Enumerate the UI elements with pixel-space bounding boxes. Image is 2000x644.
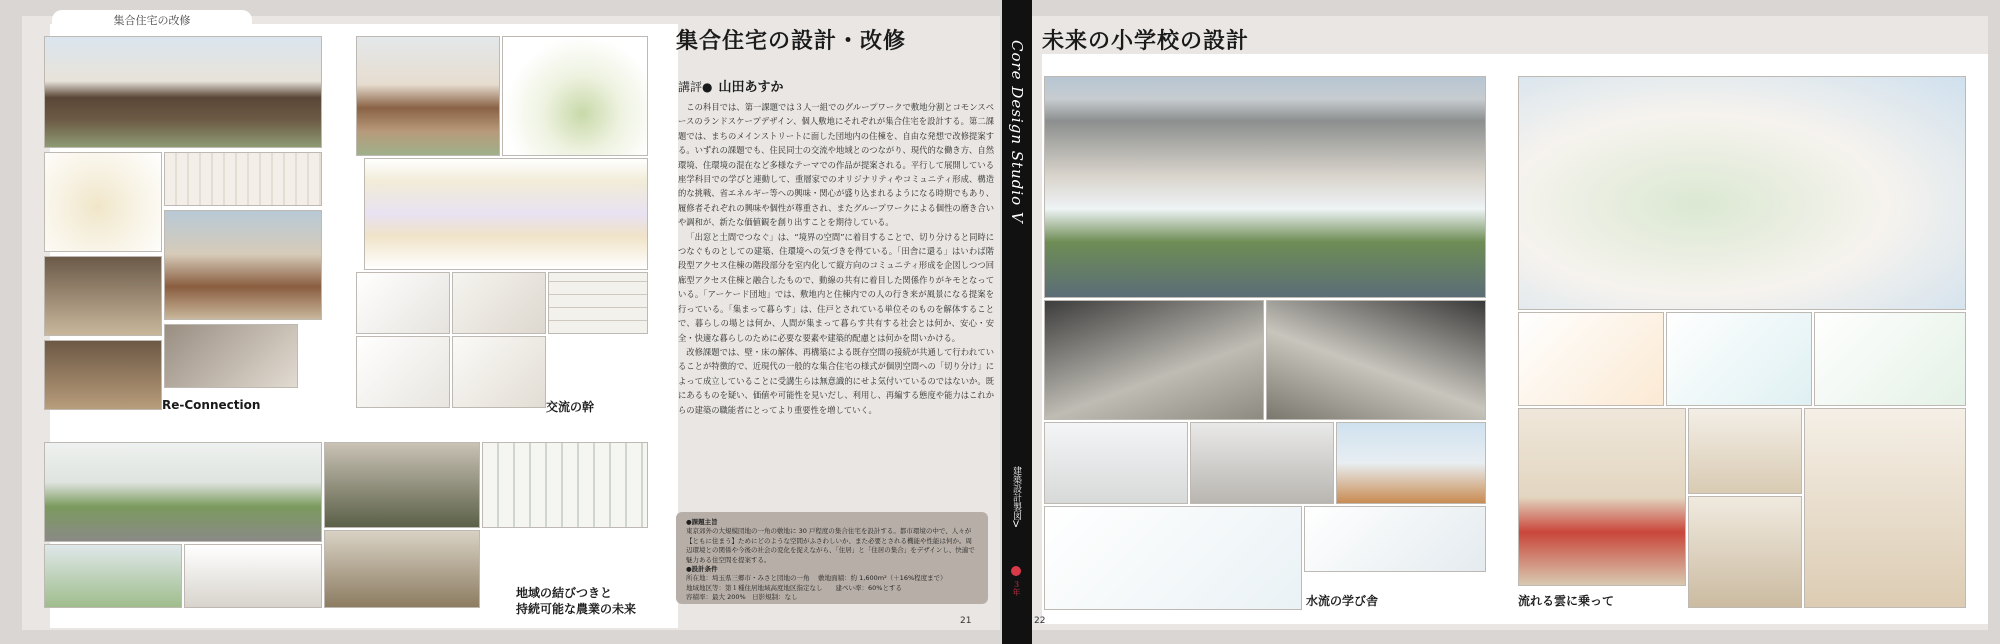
nagareru-interior-render-3 [1688, 496, 1802, 608]
koryu-interior-4 [452, 336, 546, 408]
lecturer [678, 76, 784, 95]
lecturer-name: 山田あすか [718, 80, 784, 95]
re-connection-model [164, 324, 298, 388]
spine-title: Core Design Studio V [1008, 40, 1026, 224]
suiryu-interior-1 [1044, 422, 1188, 504]
suiryu-model-1 [1044, 300, 1264, 420]
re-connection-site-plan [44, 152, 162, 252]
caption-chiiki-2: 持続可能な農業の未来 [516, 602, 637, 616]
koryu-exterior-render [356, 36, 500, 156]
suiryu-model-2 [1266, 300, 1486, 420]
section-tab: 集合住宅の改修 [52, 10, 252, 32]
chiiki-greenhouse [44, 544, 182, 608]
caption-re-connection: Re-Connection [162, 398, 261, 412]
re-connection-interior-1 [44, 256, 162, 336]
assignment-note-box [676, 512, 988, 604]
re-connection-exterior-render [44, 36, 322, 148]
chiiki-interior-1 [184, 544, 322, 608]
koryu-interior-1 [356, 272, 450, 334]
body-paragraph-3: 改修課題では、壁・床の解体、再構築による既存空間の接続が共通して行われていることが特徴的で、近現代の一般的な集合住宅の様式が個別空間への「切り分け」によって成立していることに受講生らは無意識的にせよ気付いているのではないか。既にあるものを疑い、価値や可能性を見いだし、利用し、再編する態度や能力はこれからの建築の職能者にとってより重要性を増していく。 [678, 346, 994, 415]
spine-year: ３年 [1012, 580, 1021, 596]
koryu-section [548, 272, 648, 334]
spine-subtitle: 建築設計製図Ⅴ [1011, 466, 1021, 530]
caption-chiiki-1: 地域の結びつきと [516, 586, 613, 600]
left-page-title: 集合住宅の設計・改修 [676, 29, 907, 54]
page-number-left: 21 [960, 616, 972, 626]
note-line-3: 容積率：最大 200% 日影規制：なし [686, 593, 798, 602]
re-connection-street-render [164, 210, 322, 320]
koryu-site-plan [502, 36, 648, 156]
left-page-body [678, 100, 994, 417]
suiryu-aerial-render [1044, 76, 1486, 298]
caption-nagareru: 流れる雲に乗って [1518, 594, 1615, 608]
nagareru-interior-render-2 [1688, 408, 1802, 494]
note-line-1: 所在地：埼玉県三郷市・みさと団地の一角 敷地面積：約 1,600m²（＋16%程度まで） [686, 574, 947, 583]
note-line-2: 地域地区等：第１種住居地域高度地区指定なし 建ぺい率：60%とする [686, 583, 902, 592]
suiryu-interior-3 [1336, 422, 1486, 504]
nagareru-interior-render-1 [1518, 408, 1686, 586]
suiryu-interior-2 [1190, 422, 1334, 504]
nagareru-interior-sketch-1 [1518, 312, 1664, 406]
suiryu-section-sketch [1304, 506, 1486, 572]
koryu-interior-3 [356, 336, 450, 408]
body-paragraph-2: 「出窓と土間でつなぐ」は、“境界の空間”に着目することで、切り分けると同時につなぐものとしての建築、住環境への気づきを得ている。「田舎に還る」はいわば階段型アクセス住棟の階段部分を室内化して縦方向のコミュニティ形成を企図しつつ回廊型アクセス住棟と融合したもので、動線の共有に着目した関係作りがキモとなっている。「アーケード団地」では、敷地内と住棟内での人の行き来が風景になる提案を行っている。「集まって暮らす」は、住戸とされている単位そのものを解体することで、暮らしの場とは何か、人間が集まって暮らす共有する社会とは何か、安心・安全・快適な暮らしのために必要な要素や建築的配慮とは何かを問いかける。 [678, 231, 994, 343]
chiiki-interior-2 [324, 442, 480, 528]
right-page-title: 未来の小学校の設計 [1042, 29, 1250, 54]
chiiki-interior-3 [324, 530, 480, 608]
re-connection-section [164, 152, 322, 206]
nagareru-watercolor-aerial [1518, 76, 1966, 310]
spine-red-dot-icon [1011, 566, 1021, 576]
caption-suiryu: 水流の学び舎 [1306, 594, 1379, 608]
page-number-right: 22 [1034, 616, 1046, 626]
note-heading: ●課題主旨 [686, 518, 718, 526]
lecturer-label: 講評● [678, 80, 713, 94]
nagareru-interior-render-4 [1804, 408, 1966, 608]
koryu-interior-2 [452, 272, 546, 334]
caption-koryu: 交流の幹 [546, 400, 595, 414]
chiiki-exterior-render [44, 442, 322, 542]
nagareru-interior-sketch-3 [1814, 312, 1966, 406]
koryu-floor-plan [364, 158, 648, 270]
chiiki-floor-plans [482, 442, 648, 528]
note-body: 東京郊外の大規模団地の一角の敷地に 30 戸程度の集合住宅を設計する。都市環境の中で、人々が【ともに住まう】ためにどのような空間がふさわしいか、また必要とされる機能や性能は何か。周辺環境との関係や今後の社会の変化を捉えながら、「住居」と「住居の集合」をデザインし、快適で魅力ある住空間を提案する。 [686, 527, 975, 564]
re-connection-interior-2 [44, 340, 162, 410]
body-paragraph-1: この科目では、第一課題では３人一組でのグループワークで敷地分割とコモンスペースのランドスケープデザイン、個人敷地にそれぞれが集合住宅を設計する。第二課題では、まちのメインストリートに面した団地内の住棟を、自由な発想で改修提案する。いずれの課題でも、住民同士の交流や地域とのつながり、現代的な働き方、自然環境、住環境の混在など多様なテーマでの作品が提案される。平行して展開している座学科目での学びと連動して、重層家でのオリジナリティやコミュニティ形成、構造的な挑戦、省エネルギー等への興味・関心が盛り込まれるようになる時期でもあり、履修者それぞれの興味や個性が尊重され、またグループワークによる個性の磨き合いや調和が、新たな価値観を創り出すことを期待している。 [678, 102, 994, 228]
nagareru-interior-sketch-2 [1666, 312, 1812, 406]
note-heading-2: ●設計条件 [686, 565, 718, 574]
suiryu-site-sketch [1044, 506, 1302, 610]
